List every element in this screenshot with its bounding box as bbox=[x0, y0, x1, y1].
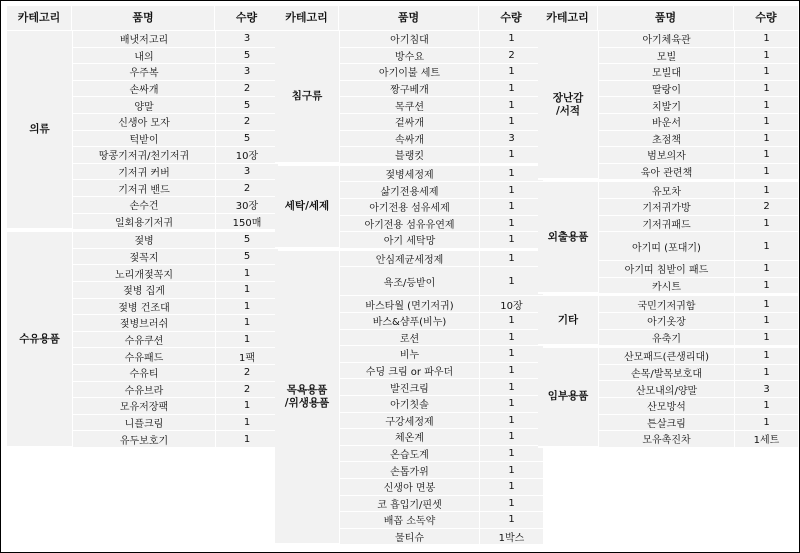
item-name: 아기이불 세트 bbox=[339, 64, 479, 81]
table-row bbox=[598, 232, 798, 261]
item-name: 산모방석 bbox=[598, 398, 734, 415]
table-row bbox=[598, 398, 798, 415]
item-qty: 1 bbox=[734, 64, 798, 81]
item-name: 수유쿠션 bbox=[72, 332, 215, 349]
category-cell: 세탁/세제 bbox=[275, 166, 339, 249]
item-qty: 2 bbox=[215, 382, 278, 399]
item-name: 초점책 bbox=[598, 131, 734, 148]
item-qty: 1 bbox=[734, 330, 798, 347]
item-name: 아기전용 섬유세제 bbox=[339, 199, 479, 216]
table-row bbox=[598, 81, 798, 98]
item-qty: 1 bbox=[479, 81, 543, 98]
item-qty: 1 bbox=[479, 251, 543, 268]
table-row bbox=[339, 81, 543, 98]
item-name: 카시트 bbox=[598, 278, 734, 295]
item-qty: 5 bbox=[215, 232, 278, 249]
header-qty: 수량 bbox=[479, 6, 543, 31]
item-qty: 2 bbox=[215, 81, 278, 98]
item-name: 기저귀 커버 bbox=[72, 164, 215, 181]
item-qty: 1 bbox=[734, 131, 798, 148]
table-row bbox=[72, 282, 278, 299]
table-row bbox=[598, 48, 798, 65]
item-qty: 1 bbox=[215, 265, 278, 282]
item-name: 치발기 bbox=[598, 97, 734, 114]
item-name: 턱받이 bbox=[72, 131, 215, 148]
item-name: 수유티 bbox=[72, 365, 215, 382]
table-row bbox=[339, 496, 543, 513]
item-qty: 2 bbox=[734, 199, 798, 216]
table-row bbox=[339, 147, 543, 164]
table-row bbox=[598, 97, 798, 114]
table-row bbox=[339, 64, 543, 81]
item-qty: 1 bbox=[479, 313, 543, 330]
item-name: 비누 bbox=[339, 346, 479, 363]
item-qty: 3 bbox=[215, 64, 278, 81]
item-qty: 1 bbox=[479, 413, 543, 430]
item-name: 배냇저고리 bbox=[72, 31, 215, 48]
item-qty: 1 bbox=[215, 398, 278, 415]
table-row bbox=[339, 379, 543, 396]
item-name: 유두보호기 bbox=[72, 431, 215, 448]
item-qty: 1 bbox=[479, 216, 543, 233]
item-qty: 1 bbox=[734, 31, 798, 48]
item-name: 기저귀가방 bbox=[598, 199, 734, 216]
item-qty: 1 bbox=[479, 147, 543, 164]
table-row bbox=[339, 330, 543, 347]
table-row bbox=[339, 97, 543, 114]
item-name: 산모내의/양말 bbox=[598, 381, 734, 398]
item-qty: 1 bbox=[479, 479, 543, 496]
item-name: 목쿠션 bbox=[339, 97, 479, 114]
table-row bbox=[598, 415, 798, 432]
item-qty: 1 bbox=[479, 166, 543, 183]
item-name: 아기띠 (포대기) bbox=[598, 232, 734, 261]
table-row bbox=[598, 131, 798, 148]
table-row bbox=[339, 216, 543, 233]
item-qty: 1 bbox=[734, 296, 798, 313]
table-row bbox=[339, 363, 543, 380]
item-qty: 150매 bbox=[215, 214, 278, 231]
item-name: 기저귀 밴드 bbox=[72, 180, 215, 197]
table-row bbox=[72, 64, 278, 81]
table-row bbox=[72, 164, 278, 181]
item-name: 아기체육관 bbox=[598, 31, 734, 48]
table-row bbox=[72, 431, 278, 448]
item-qty: 1 bbox=[734, 365, 798, 382]
header-category: 카테고리 bbox=[275, 6, 338, 31]
item-name: 일회용기저귀 bbox=[72, 214, 215, 231]
table-row bbox=[339, 166, 543, 183]
table-row bbox=[339, 396, 543, 413]
item-name: 바스타월 (면기저귀) bbox=[339, 296, 479, 313]
table-row bbox=[339, 48, 543, 65]
item-qty: 1 bbox=[215, 282, 278, 299]
table-row bbox=[72, 197, 278, 214]
table-row bbox=[339, 232, 543, 249]
item-name: 방수요 bbox=[339, 48, 479, 65]
item-qty: 1 bbox=[734, 261, 798, 278]
item-name: 수유브라 bbox=[72, 382, 215, 399]
item-name: 짱구베개 bbox=[339, 81, 479, 98]
category-cell: 장난감 /서적 bbox=[538, 31, 598, 180]
table-row bbox=[598, 431, 798, 448]
item-qty: 1 bbox=[215, 332, 278, 349]
table-row bbox=[598, 164, 798, 181]
item-name: 손싸개 bbox=[72, 81, 215, 98]
item-qty: 1 bbox=[479, 199, 543, 216]
item-name: 우주복 bbox=[72, 64, 215, 81]
table-row bbox=[339, 114, 543, 131]
table-row bbox=[72, 415, 278, 432]
item-name: 온습도계 bbox=[339, 446, 479, 463]
table-row bbox=[598, 330, 798, 347]
item-name: 양말 bbox=[72, 97, 215, 114]
item-qty: 1 bbox=[734, 182, 798, 199]
table-row bbox=[339, 296, 543, 313]
item-name: 땅콩기저귀/천기저귀 bbox=[72, 147, 215, 164]
category-cell: 외출용품 bbox=[538, 182, 598, 294]
item-name: 젖병브러쉬 bbox=[72, 315, 215, 332]
item-name: 물티슈 bbox=[339, 529, 479, 546]
item-name: 모유저장팩 bbox=[72, 398, 215, 415]
table-row bbox=[72, 131, 278, 148]
item-name: 삶기전용세제 bbox=[339, 182, 479, 199]
table-row bbox=[72, 180, 278, 197]
item-qty: 5 bbox=[215, 131, 278, 148]
item-qty: 1 bbox=[479, 64, 543, 81]
item-name: 유모차 bbox=[598, 182, 734, 199]
category-cell: 목욕용품 /위생용품 bbox=[275, 251, 339, 546]
item-name: 젖꼭지 bbox=[72, 249, 215, 266]
item-name: 노리개젖꼭지 bbox=[72, 265, 215, 282]
table-row bbox=[339, 199, 543, 216]
item-qty: 1 bbox=[479, 512, 543, 529]
header-row bbox=[538, 6, 798, 30]
item-qty: 5 bbox=[215, 97, 278, 114]
item-name: 겉싸개 bbox=[339, 114, 479, 131]
table-row bbox=[339, 313, 543, 330]
table-row bbox=[72, 214, 278, 231]
table-row bbox=[598, 381, 798, 398]
table-row bbox=[339, 446, 543, 463]
item-qty: 1 bbox=[734, 114, 798, 131]
item-qty: 3 bbox=[215, 31, 278, 48]
item-name: 손수건 bbox=[72, 197, 215, 214]
item-qty: 1 bbox=[734, 232, 798, 261]
item-name: 욕조/등받이 bbox=[339, 267, 479, 296]
table-row bbox=[72, 365, 278, 382]
table-row bbox=[72, 315, 278, 332]
table-row bbox=[339, 462, 543, 479]
item-qty: 3 bbox=[734, 381, 798, 398]
item-qty: 1 bbox=[734, 398, 798, 415]
item-qty: 1 bbox=[479, 346, 543, 363]
item-qty: 1 bbox=[479, 446, 543, 463]
table-row bbox=[72, 382, 278, 399]
item-qty: 1 bbox=[734, 348, 798, 365]
item-qty: 5 bbox=[215, 249, 278, 266]
item-name: 발진크림 bbox=[339, 379, 479, 396]
header-item: 품명 bbox=[339, 6, 478, 31]
item-qty: 1 bbox=[215, 431, 278, 448]
header-row bbox=[7, 6, 278, 30]
table-row bbox=[72, 48, 278, 65]
item-name: 로션 bbox=[339, 330, 479, 347]
item-name: 딸랑이 bbox=[598, 81, 734, 98]
item-name: 젖병 건조대 bbox=[72, 299, 215, 316]
item-name: 손목/발목보호대 bbox=[598, 365, 734, 382]
item-qty: 1 bbox=[734, 81, 798, 98]
header-category: 카테고리 bbox=[538, 6, 597, 31]
table-row bbox=[339, 182, 543, 199]
item-qty: 1 bbox=[734, 97, 798, 114]
header-item: 품명 bbox=[72, 6, 214, 31]
table-row bbox=[598, 114, 798, 131]
header-item: 품명 bbox=[598, 6, 733, 31]
category-cell: 의류 bbox=[7, 31, 72, 230]
item-qty: 2 bbox=[215, 114, 278, 131]
item-qty: 1 bbox=[734, 415, 798, 432]
category-cell: 수유용품 bbox=[7, 232, 72, 448]
item-qty: 1 bbox=[734, 147, 798, 164]
item-name: 모빌 bbox=[598, 48, 734, 65]
item-qty: 1 bbox=[734, 313, 798, 330]
item-qty: 1 bbox=[734, 164, 798, 181]
item-name: 산모패드(큰생리대) bbox=[598, 348, 734, 365]
item-name: 내의 bbox=[72, 48, 215, 65]
item-qty: 30장 bbox=[215, 197, 278, 214]
table-row bbox=[598, 365, 798, 382]
item-name: 니플크림 bbox=[72, 415, 215, 432]
table-row bbox=[339, 413, 543, 430]
category-cell: 임부용품 bbox=[538, 348, 598, 448]
table-row bbox=[339, 131, 543, 148]
item-name: 수딩 크림 or 파우더 bbox=[339, 363, 479, 380]
item-name: 젖병 집게 bbox=[72, 282, 215, 299]
item-qty: 1 bbox=[479, 182, 543, 199]
item-name: 체온계 bbox=[339, 429, 479, 446]
item-qty: 3 bbox=[215, 164, 278, 181]
table-row bbox=[598, 348, 798, 365]
item-name: 신생아 면봉 bbox=[339, 479, 479, 496]
item-qty: 1 bbox=[479, 462, 543, 479]
table-row bbox=[598, 278, 798, 295]
item-qty: 2 bbox=[215, 180, 278, 197]
table-row bbox=[72, 114, 278, 131]
item-qty: 1 bbox=[479, 330, 543, 347]
item-name: 아기침대 bbox=[339, 31, 479, 48]
item-name: 바운서 bbox=[598, 114, 734, 131]
table-row bbox=[339, 429, 543, 446]
item-name: 기저귀패드 bbox=[598, 216, 734, 233]
table-row bbox=[72, 348, 278, 365]
table-row bbox=[72, 265, 278, 282]
item-name: 코 흡입기/핀셋 bbox=[339, 496, 479, 513]
table-row bbox=[598, 313, 798, 330]
item-name: 안심제균세정제 bbox=[339, 251, 479, 268]
item-qty: 1 bbox=[479, 429, 543, 446]
item-qty: 1 bbox=[479, 496, 543, 513]
item-qty: 1 bbox=[479, 114, 543, 131]
table-row bbox=[598, 216, 798, 233]
table-row bbox=[72, 398, 278, 415]
table-row bbox=[339, 529, 543, 546]
item-qty: 1 bbox=[479, 232, 543, 249]
table-row bbox=[72, 97, 278, 114]
table-row bbox=[72, 332, 278, 349]
table-row bbox=[339, 251, 543, 268]
header-row bbox=[275, 6, 543, 30]
item-name: 아기칫솔 bbox=[339, 396, 479, 413]
item-qty: 1 bbox=[734, 48, 798, 65]
item-qty: 1 bbox=[479, 396, 543, 413]
table-row bbox=[339, 346, 543, 363]
table-row bbox=[339, 267, 543, 296]
table-row bbox=[598, 31, 798, 48]
table-row bbox=[72, 249, 278, 266]
item-qty: 1 bbox=[479, 31, 543, 48]
item-name: 모빌대 bbox=[598, 64, 734, 81]
item-qty: 10장 bbox=[479, 296, 543, 313]
item-qty: 1 bbox=[734, 278, 798, 295]
item-name: 유축기 bbox=[598, 330, 734, 347]
item-name: 바스&샴푸(비누) bbox=[339, 313, 479, 330]
item-qty: 1 bbox=[479, 267, 543, 296]
header-qty: 수량 bbox=[215, 6, 278, 31]
item-name: 국민기저귀함 bbox=[598, 296, 734, 313]
item-qty: 5 bbox=[215, 48, 278, 65]
item-qty: 3 bbox=[479, 131, 543, 148]
item-qty: 1박스 bbox=[479, 529, 543, 546]
item-qty: 1세트 bbox=[734, 431, 798, 448]
table-row bbox=[72, 31, 278, 48]
item-name: 구강세정제 bbox=[339, 413, 479, 430]
item-name: 아기 세탁망 bbox=[339, 232, 479, 249]
item-name: 육아 관련책 bbox=[598, 164, 734, 181]
header-qty: 수량 bbox=[734, 6, 798, 31]
table-row bbox=[72, 81, 278, 98]
table-row bbox=[598, 182, 798, 199]
category-cell: 기타 bbox=[538, 296, 598, 346]
item-name: 블랭킷 bbox=[339, 147, 479, 164]
item-qty: 1 bbox=[479, 379, 543, 396]
item-name: 튼살크림 bbox=[598, 415, 734, 432]
table-row bbox=[598, 64, 798, 81]
item-name: 손톱가위 bbox=[339, 462, 479, 479]
item-qty: 1 bbox=[479, 363, 543, 380]
item-name: 모유촉진차 bbox=[598, 431, 734, 448]
category-cell: 침구류 bbox=[275, 31, 339, 164]
table-row bbox=[598, 261, 798, 278]
item-qty: 1 bbox=[215, 415, 278, 432]
table-row bbox=[598, 296, 798, 313]
item-qty: 10장 bbox=[215, 147, 278, 164]
table-row bbox=[598, 147, 798, 164]
item-qty: 2 bbox=[215, 365, 278, 382]
item-name: 신생아 모자 bbox=[72, 114, 215, 131]
item-name: 수유패드 bbox=[72, 348, 215, 365]
table-row bbox=[72, 147, 278, 164]
item-name: 배꼽 소독약 bbox=[339, 512, 479, 529]
item-qty: 1팩 bbox=[215, 348, 278, 365]
table-row bbox=[72, 299, 278, 316]
item-qty: 1 bbox=[215, 299, 278, 316]
item-qty: 1 bbox=[734, 216, 798, 233]
item-name: 젖병세정제 bbox=[339, 166, 479, 183]
item-qty: 2 bbox=[479, 48, 543, 65]
table-row bbox=[339, 479, 543, 496]
item-name: 범보의자 bbox=[598, 147, 734, 164]
table-row bbox=[598, 199, 798, 216]
item-qty: 1 bbox=[215, 315, 278, 332]
item-qty: 1 bbox=[479, 97, 543, 114]
table-row bbox=[72, 232, 278, 249]
table-row bbox=[339, 512, 543, 529]
header-category: 카테고리 bbox=[7, 6, 71, 31]
table-row bbox=[339, 31, 543, 48]
item-name: 속싸개 bbox=[339, 131, 479, 148]
item-name: 아기전용 섬유유연제 bbox=[339, 216, 479, 233]
item-name: 아기띠 침받이 패드 bbox=[598, 261, 734, 278]
item-name: 아기옷장 bbox=[598, 313, 734, 330]
item-name: 젖병 bbox=[72, 232, 215, 249]
